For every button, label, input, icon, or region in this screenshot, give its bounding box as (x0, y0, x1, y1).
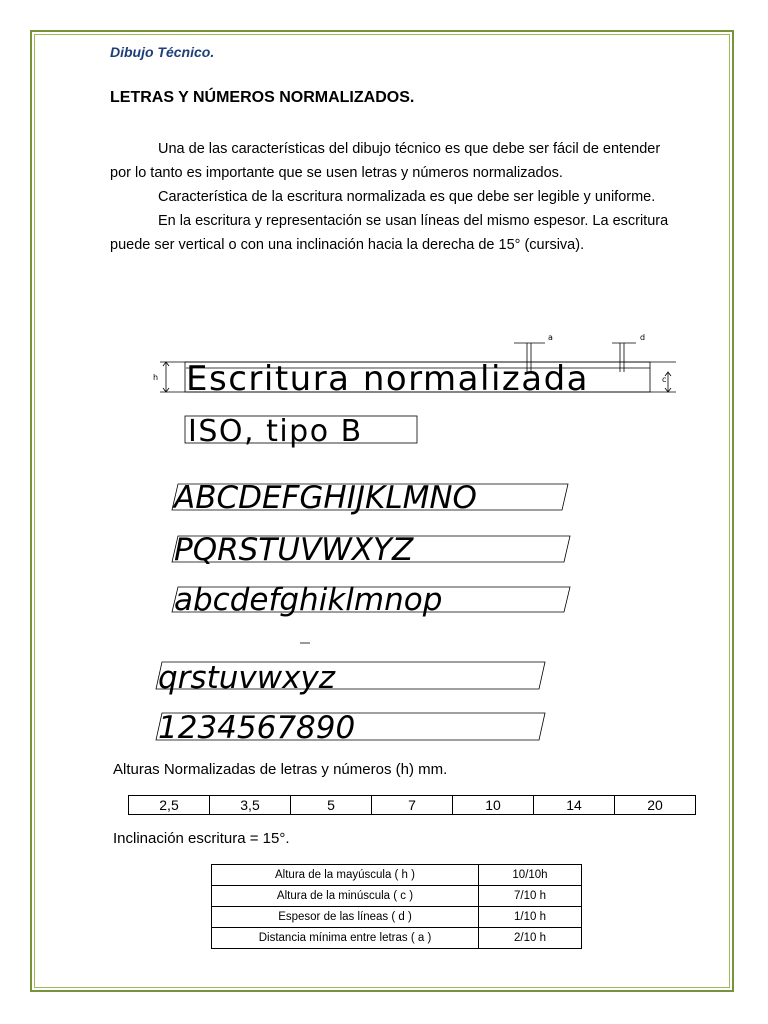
dim-h-label: h (153, 373, 159, 382)
sample-vertical-line2: ISO, tipo B (188, 414, 363, 449)
sample-lowercase-1: abcdefghiklmnop (174, 582, 443, 618)
heights-label: Alturas Normalizadas de letras y números (h) mm. (113, 761, 448, 778)
paragraph-3: En la escritura y representación se usan líneas del mismo espesor. La escritura puede ser vertical o con una inclinación hacia la derecha de 15° (cursiva). (110, 213, 669, 253)
property-value: 7/10 h (479, 886, 582, 907)
table-row (212, 886, 582, 907)
heights-row (129, 796, 696, 815)
property-name: Distancia mínima entre letras ( a ) (212, 928, 479, 949)
paragraph-1: Una de las características del dibujo técnico es que debe ser fácil de entender por lo tanto es importante que se usen letras y números normalizados. (110, 141, 661, 181)
property-value: 2/10 h (479, 928, 582, 949)
table-row (212, 928, 582, 949)
property-name: Altura de la minúscula ( c ) (212, 886, 479, 907)
dim-c-label: c (662, 375, 667, 384)
property-value: 1/10 h (479, 907, 582, 928)
document-header: Dibujo Técnico. (110, 44, 215, 60)
height-cell: 20 (615, 796, 696, 815)
sample-uppercase-2: PQRSTUVWXYZ (174, 532, 414, 568)
property-name: Altura de la mayúscula ( h ) (212, 865, 479, 886)
inclination-label: Inclinación escritura = 15°. (113, 830, 290, 847)
dim-a-label: a (548, 333, 553, 342)
height-cell: 7 (372, 796, 453, 815)
sample-digits: 1234567890 (158, 710, 356, 746)
properties-table (211, 864, 582, 949)
height-cell: 2,5 (129, 796, 210, 815)
property-name: Espesor de las líneas ( d ) (212, 907, 479, 928)
property-value: 10/10h (479, 865, 582, 886)
paragraph-2: Característica de la escritura normalizada es que debe ser legible y uniforme. (158, 189, 656, 205)
table-row (212, 865, 582, 886)
dim-d-label: d (640, 333, 646, 342)
height-cell: 14 (534, 796, 615, 815)
height-cell: 10 (453, 796, 534, 815)
sample-uppercase-1: ABCDEFGHIJKLMNO (174, 480, 477, 516)
height-cell: 5 (291, 796, 372, 815)
sample-lowercase-2: qrstuvwxyz (158, 660, 336, 696)
height-cell: 3,5 (210, 796, 291, 815)
sample-vertical-line1: Escritura normalizada (186, 359, 589, 399)
heights-table (128, 795, 696, 815)
section-title: LETRAS Y NÚMEROS NORMALIZADOS. (110, 89, 415, 106)
table-row (212, 907, 582, 928)
